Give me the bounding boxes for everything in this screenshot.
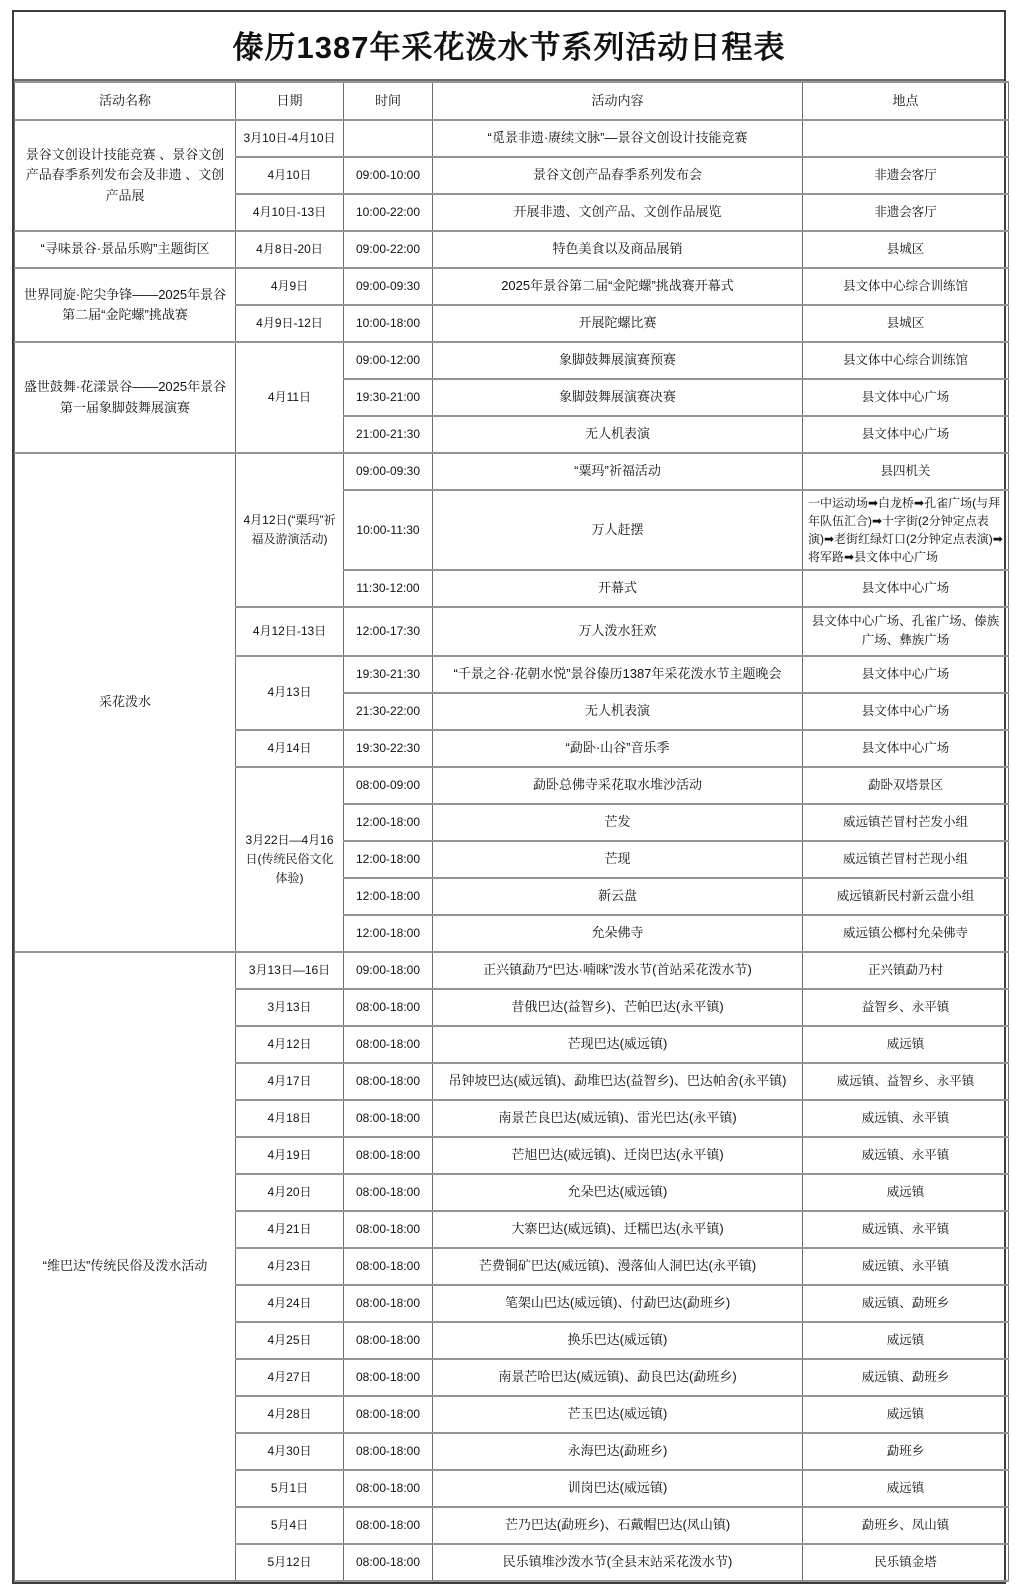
schedule-table-frame [12,10,1006,1584]
activity-content-cell: 允朵佛寺 [433,915,803,952]
time-cell: 08:00-18:00 [344,1433,433,1470]
activity-content-cell: 开幕式 [433,570,803,607]
activity-content-cell: “千景之谷·花朝水悦”景谷傣历1387年采花泼水节主题晚会 [433,656,803,693]
table-header-row [15,82,1009,120]
table-row [15,231,1009,268]
activity-content-cell: “勐卧·山谷”音乐季 [433,730,803,767]
date-cell: 3月10日-4月10日 [236,120,344,157]
activity-name-cell: “维巴达”传统民俗及泼水活动 [15,952,236,1581]
time-cell: 21:00-21:30 [344,416,433,453]
time-cell: 11:30-12:00 [344,570,433,607]
time-cell: 08:00-18:00 [344,1100,433,1137]
activity-content-cell: 昔俄巴达(益智乡)、芒帕巴达(永平镇) [433,989,803,1026]
date-cell: 3月13日 [236,989,344,1026]
time-cell: 09:00-12:00 [344,342,433,379]
time-cell: 08:00-09:00 [344,767,433,804]
activity-content-cell: 开展陀螺比赛 [433,305,803,342]
activity-content-cell: 大寨巴达(威远镇)、迁糯巴达(永平镇) [433,1211,803,1248]
activity-content-cell: 训岗巴达(威远镇) [433,1470,803,1507]
time-cell: 08:00-18:00 [344,1359,433,1396]
location-cell: 威远镇、永平镇 [803,1100,1009,1137]
time-cell: 08:00-18:00 [344,1248,433,1285]
location-cell: 威远镇 [803,1396,1009,1433]
date-cell: 4月11日 [236,342,344,453]
table-row [15,952,1009,989]
time-cell: 08:00-18:00 [344,1063,433,1100]
activity-content-cell: 新云盘 [433,878,803,915]
date-cell: 4月28日 [236,1396,344,1433]
location-cell: 勐班乡 [803,1433,1009,1470]
activity-content-cell: 2025年景谷第二届“金陀螺”挑战赛开幕式 [433,268,803,305]
column-header-time: 时间 [344,82,433,120]
time-cell: 12:00-18:00 [344,841,433,878]
activity-content-cell: 象脚鼓舞展演赛预赛 [433,342,803,379]
location-cell: 威远镇 [803,1174,1009,1211]
time-cell: 08:00-18:00 [344,989,433,1026]
time-cell: 08:00-18:00 [344,1026,433,1063]
location-cell: 县城区 [803,231,1009,268]
location-cell: 威远镇 [803,1026,1009,1063]
activity-content-cell: 允朵巴达(威远镇) [433,1174,803,1211]
location-cell: 威远镇、永平镇 [803,1137,1009,1174]
table-row [15,268,1009,305]
activity-name-cell: 采花泼水 [15,453,236,952]
activity-content-cell: 笔架山巴达(威远镇)、付勐巴达(勐班乡) [433,1285,803,1322]
date-cell: 4月14日 [236,730,344,767]
date-cell: 4月12日 [236,1026,344,1063]
date-cell: 5月1日 [236,1470,344,1507]
time-cell: 09:00-18:00 [344,952,433,989]
column-header-content: 活动内容 [433,82,803,120]
date-cell: 4月18日 [236,1100,344,1137]
time-cell: 19:30-22:30 [344,730,433,767]
time-cell: 12:00-18:00 [344,878,433,915]
activity-content-cell: 开展非遗、文创产品、文创作品展览 [433,194,803,231]
activity-content-cell: 南景芒良巴达(威远镇)、雷光巴达(永平镇) [433,1100,803,1137]
page-title: 傣历1387年采花泼水节系列活动日程表 [14,12,1004,81]
activity-name-cell: 景谷文创设计技能竞赛 、景谷文创产品春季系列发布会及非遗 、文创产品展 [15,120,236,231]
location-cell: 正兴镇勐乃村 [803,952,1009,989]
activity-content-cell: 芒发 [433,804,803,841]
location-cell: 威远镇新民村新云盘小组 [803,878,1009,915]
activity-content-cell: 无人机表演 [433,693,803,730]
activity-content-cell: 芒现 [433,841,803,878]
time-cell: 21:30-22:00 [344,693,433,730]
location-cell: 威远镇芒冒村芒发小组 [803,804,1009,841]
table-row [15,342,1009,379]
activity-content-cell: 芒玉巴达(威远镇) [433,1396,803,1433]
column-header-location: 地点 [803,82,1009,120]
date-cell: 4月10日 [236,157,344,194]
location-cell: 民乐镇金塔 [803,1544,1009,1581]
date-cell: 4月8日-20日 [236,231,344,268]
location-cell: 县文体中心广场 [803,656,1009,693]
date-cell: 4月19日 [236,1137,344,1174]
activity-content-cell: 象脚鼓舞展演赛决赛 [433,379,803,416]
activity-content-cell: 万人赶摆 [433,490,803,570]
location-cell [803,120,1009,157]
location-cell: 县文体中心综合训练馆 [803,342,1009,379]
date-cell: 5月4日 [236,1507,344,1544]
time-cell: 08:00-18:00 [344,1211,433,1248]
location-cell: 县文体中心广场 [803,693,1009,730]
time-cell: 08:00-18:00 [344,1137,433,1174]
activity-content-cell: 南景芒哈巴达(威远镇)、勐良巴达(勐班乡) [433,1359,803,1396]
time-cell: 08:00-18:00 [344,1396,433,1433]
date-cell: 4月21日 [236,1211,344,1248]
time-cell: 09:00-09:30 [344,268,433,305]
activity-content-cell: 芒费铜矿巴达(威远镇)、漫落仙人洞巴达(永平镇) [433,1248,803,1285]
activity-content-cell: 万人泼水狂欢 [433,607,803,656]
activity-content-cell: 勐卧总佛寺采花取水堆沙活动 [433,767,803,804]
time-cell: 09:00-09:30 [344,453,433,490]
time-cell: 19:30-21:00 [344,379,433,416]
location-cell: 勐班乡、凤山镇 [803,1507,1009,1544]
location-cell: 威远镇、益智乡、永平镇 [803,1063,1009,1100]
time-cell: 10:00-11:30 [344,490,433,570]
date-cell: 4月24日 [236,1285,344,1322]
column-header-activity-name: 活动名称 [15,82,236,120]
date-cell: 4月12日-13日 [236,607,344,656]
time-cell: 12:00-17:30 [344,607,433,656]
location-cell: 威远镇、勐班乡 [803,1285,1009,1322]
date-cell: 4月9日-12日 [236,305,344,342]
activity-content-cell: 无人机表演 [433,416,803,453]
activity-content-cell: 特色美食以及商品展销 [433,231,803,268]
location-cell: 县文体中心广场 [803,570,1009,607]
location-cell: 县文体中心广场 [803,416,1009,453]
activity-name-cell: 世界同旋·陀尖争锋——2025年景谷第二届“金陀螺”挑战赛 [15,268,236,342]
date-cell: 4月30日 [236,1433,344,1470]
time-cell: 10:00-18:00 [344,305,433,342]
location-cell: 一中运动场➡白龙桥➡孔雀广场(与拜年队伍汇合)➡十字街(2分钟定点表演)➡老街红绿灯口(2分钟定点表演)➡将军路➡县文体中心广场 [803,490,1009,570]
location-cell: 县文体中心综合训练馆 [803,268,1009,305]
time-cell: 09:00-22:00 [344,231,433,268]
activity-content-cell: 芒现巴达(威远镇) [433,1026,803,1063]
time-cell: 19:30-21:30 [344,656,433,693]
time-cell [344,120,433,157]
time-cell: 10:00-22:00 [344,194,433,231]
location-cell: 非遗会客厅 [803,157,1009,194]
location-cell: 县文体中心广场 [803,730,1009,767]
location-cell: 县文体中心广场 [803,379,1009,416]
location-cell: 威远镇 [803,1322,1009,1359]
location-cell: 威远镇、永平镇 [803,1211,1009,1248]
date-cell: 3月13日—16日 [236,952,344,989]
activity-content-cell: 景谷文创产品春季系列发布会 [433,157,803,194]
date-cell: 4月10日-13日 [236,194,344,231]
location-cell: 威远镇、永平镇 [803,1248,1009,1285]
date-cell: 5月12日 [236,1544,344,1581]
location-cell: 威远镇、勐班乡 [803,1359,1009,1396]
date-cell: 4月25日 [236,1322,344,1359]
date-cell: 4月17日 [236,1063,344,1100]
activity-content-cell: 芒旭巴达(威远镇)、迁岗巴达(永平镇) [433,1137,803,1174]
location-cell: 威远镇芒冒村芒现小组 [803,841,1009,878]
activity-content-cell: 换乐巴达(威远镇) [433,1322,803,1359]
table-row [15,453,1009,490]
activity-content-cell: 吊钟坡巴达(威远镇)、勐堆巴达(益智乡)、巴达帕舍(永平镇) [433,1063,803,1100]
date-cell: 4月12日(“粟玛”祈福及游演活动) [236,453,344,607]
location-cell: 县四机关 [803,453,1009,490]
location-cell: 勐卧双塔景区 [803,767,1009,804]
table-row [15,120,1009,157]
location-cell: 非遗会客厅 [803,194,1009,231]
location-cell: 县文体中心广场、孔雀广场、傣族广场、彝族广场 [803,607,1009,656]
date-cell: 4月27日 [236,1359,344,1396]
activity-content-cell: “觅景非遗·赓续文脉”—景谷文创设计技能竞赛 [433,120,803,157]
schedule-document [12,10,1006,1584]
column-header-date: 日期 [236,82,344,120]
location-cell: 益智乡、永平镇 [803,989,1009,1026]
time-cell: 08:00-18:00 [344,1322,433,1359]
time-cell: 08:00-18:00 [344,1470,433,1507]
date-cell: 4月23日 [236,1248,344,1285]
location-cell: 威远镇公榔村允朵佛寺 [803,915,1009,952]
date-cell: 3月22日—4月16日(传统民俗文化体验) [236,767,344,952]
activity-content-cell: 永海巴达(勐班乡) [433,1433,803,1470]
time-cell: 12:00-18:00 [344,804,433,841]
activity-content-cell: 芒乃巴达(勐班乡)、石戴帽巴达(凤山镇) [433,1507,803,1544]
schedule-table-body [15,120,1009,1581]
time-cell: 12:00-18:00 [344,915,433,952]
activity-content-cell: “粟玛”祈福活动 [433,453,803,490]
location-cell: 威远镇 [803,1470,1009,1507]
date-cell: 4月9日 [236,268,344,305]
date-cell: 4月20日 [236,1174,344,1211]
time-cell: 09:00-10:00 [344,157,433,194]
location-cell: 县城区 [803,305,1009,342]
activity-content-cell: 民乐镇堆沙泼水节(全县末站采花泼水节) [433,1544,803,1581]
time-cell: 08:00-18:00 [344,1174,433,1211]
time-cell: 08:00-18:00 [344,1544,433,1581]
schedule-table [14,81,1009,1582]
time-cell: 08:00-18:00 [344,1285,433,1322]
activity-content-cell: 正兴镇勐乃“巴达·喃咪”泼水节(首站采花泼水节) [433,952,803,989]
date-cell: 4月13日 [236,656,344,730]
activity-name-cell: 盛世鼓舞·花漾景谷——2025年景谷第一届象脚鼓舞展演赛 [15,342,236,453]
activity-name-cell: “寻味景谷·景品乐购”主题街区 [15,231,236,268]
time-cell: 08:00-18:00 [344,1507,433,1544]
